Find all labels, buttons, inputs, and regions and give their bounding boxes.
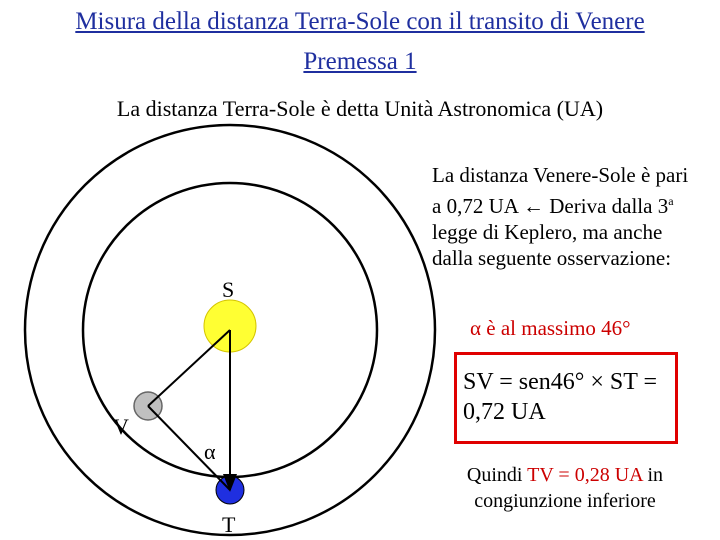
- venus-label: V: [113, 414, 129, 439]
- sun-label: S: [222, 277, 235, 302]
- angle-label: α: [204, 439, 216, 464]
- venus-earth-line: [148, 406, 230, 490]
- left-arrow-icon: ←: [523, 194, 544, 218]
- intro-text: La distanza Terra-Sole è detta Unità Astronomica (UA): [116, 96, 604, 121]
- page-title: Misura della distanza Terra-Sole con il transito di Venere: [75, 8, 645, 35]
- page-subtitle: Premessa 1: [303, 48, 417, 75]
- sun-venus-line: [148, 330, 230, 406]
- conclusion-text: Quindi TV = 0,28 UA in congiunzione inferiore: [466, 464, 664, 512]
- earth-label: T: [222, 512, 236, 537]
- conclusion-highlight: TV = 0,28 UA: [527, 464, 643, 486]
- result-text: SV = sen46° × ST = 0,72 UA: [463, 369, 658, 425]
- venus-distance-text: La distanza Venere-Sole è pari a 0,72 UA ← Deriva dalla 3$^a$ legge di Keplero, ma anche dalla seguente osservazione:: [432, 163, 689, 270]
- max-angle-text: α è al massimo 46°: [470, 316, 631, 340]
